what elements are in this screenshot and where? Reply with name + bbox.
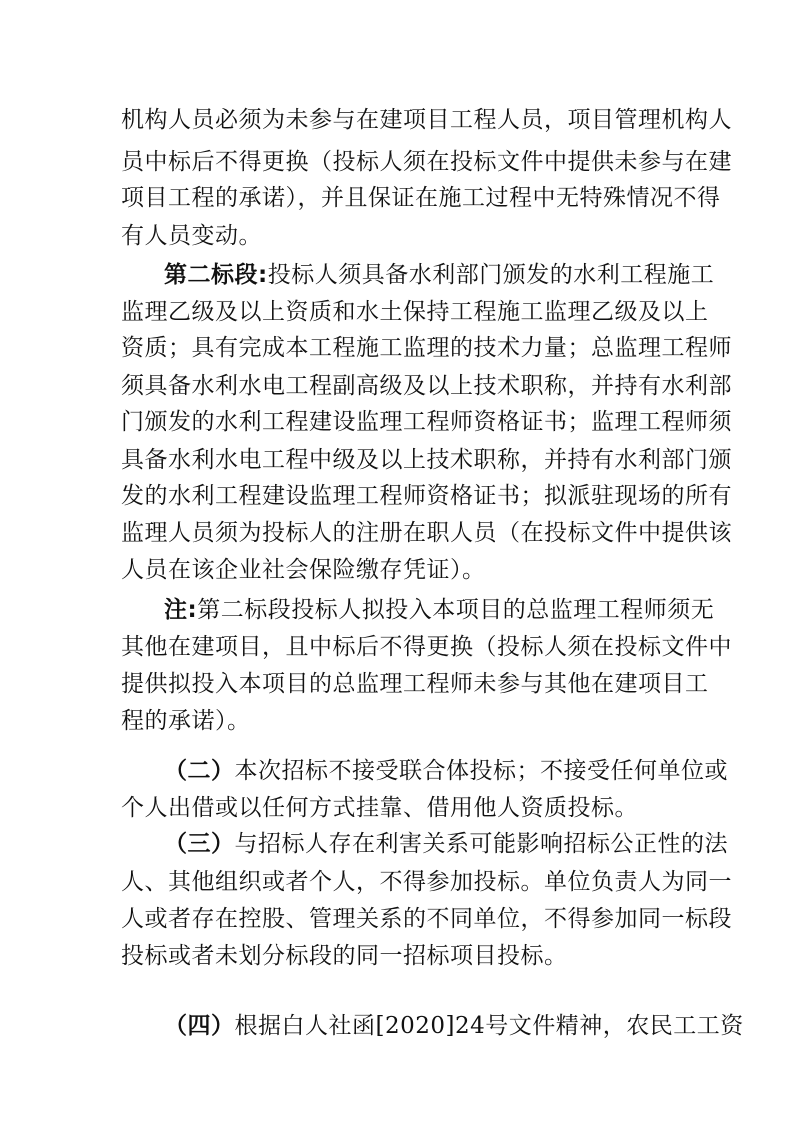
text-line: 人、其他组织或者个人，不得参加投标。单位负责人为同一 — [121, 869, 732, 895]
text-span: 根据白人社函[2020]24号文件精神，农民工工资 — [234, 1013, 744, 1039]
text-line: 监理人员须为投标人的注册在职人员（在投标文件中提供该 — [121, 520, 732, 546]
item-label: （三） — [164, 831, 235, 857]
section-label: 第二标段: — [164, 262, 268, 288]
text-line: 员中标后不得更换（投标人须在投标文件中提供未参与在建 — [121, 149, 732, 175]
item-label: （二） — [164, 758, 235, 784]
text-line — [164, 829, 728, 859]
text-line: 人或者存在控股、管理关系的不同单位，不得参加同一标段 — [121, 906, 732, 932]
text-span: 本次招标不接受联合体投标；不接受任何单位或 — [234, 758, 728, 784]
item-label: （四） — [164, 1013, 235, 1039]
text-line — [164, 260, 715, 290]
text-line: 人员在该企业社会保险缴存凭证）。 — [121, 557, 486, 583]
text-line: 有人员变动。 — [121, 223, 262, 249]
text-line — [164, 756, 728, 786]
text-line: 个人出借或以任何方式挂靠、借用他人资质投标。 — [121, 795, 638, 821]
text-line: 其他在建项目，且中标后不得更换（投标人须在投标文件中 — [121, 634, 732, 660]
text-line: 项目工程的承诺），并且保证在施工过程中无特殊情况不得 — [121, 185, 721, 211]
text-line — [164, 595, 715, 625]
text-span: 投标人须具备水利部门颁发的水利工程施工 — [267, 262, 715, 288]
text-span: 与招标人存在利害关系可能影响招标公正性的法 — [234, 831, 728, 857]
text-line: 须具备水利水电工程副高级及以上技术职称，并持有水利部 — [121, 373, 732, 399]
text-line: 门颁发的水利工程建设监理工程师资格证书；监理工程师须 — [121, 409, 732, 435]
text-line: 具备水利水电工程中级及以上技术职称，并持有水利部门颁 — [121, 447, 732, 473]
text-line — [164, 1011, 744, 1041]
text-line: 投标或者未划分标段的同一招标项目投标。 — [121, 943, 568, 969]
text-line: 程的承诺）。 — [121, 708, 251, 734]
text-line: 资质；具有完成本工程施工监理的技术力量；总监理工程师 — [121, 335, 732, 361]
text-line: 提供拟投入本项目的总监理工程师未参与其他在建项目工 — [121, 671, 709, 697]
note-label: 注: — [164, 597, 198, 623]
text-line: 发的水利工程建设监理工程师资格证书；拟派驻现场的所有 — [121, 483, 732, 509]
text-line: 监理乙级及以上资质和水土保持工程施工监理乙级及以上 — [121, 299, 709, 325]
text-line: 机构人员必须为未参与在建项目工程人员，项目管理机构人 — [121, 107, 732, 133]
text-span: 第二标段投标人拟投入本项目的总监理工程师须无 — [197, 597, 715, 623]
